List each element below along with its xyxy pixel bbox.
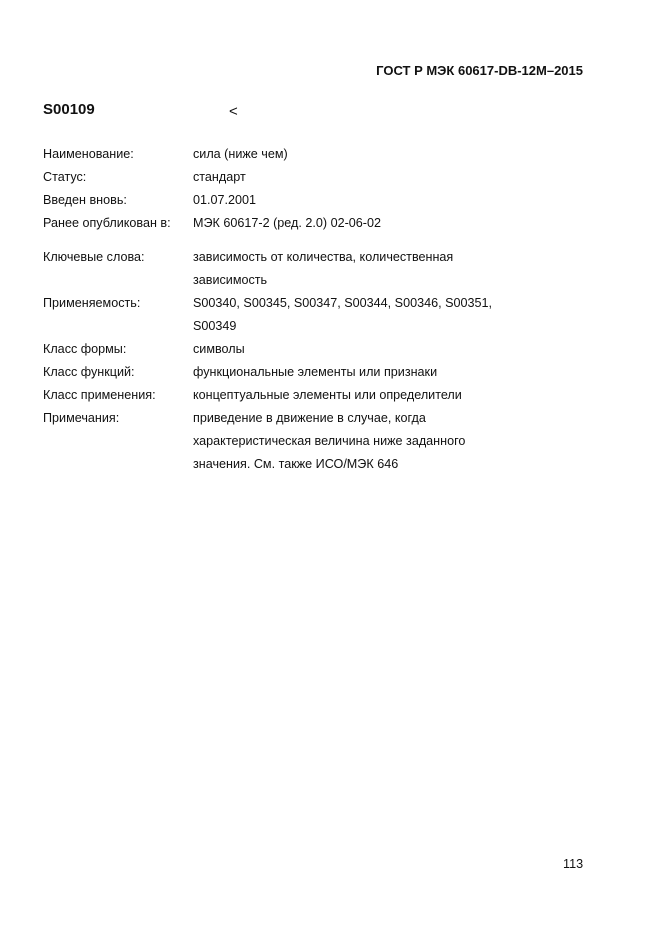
attribute-value <box>193 338 523 361</box>
attribute-row <box>43 246 523 292</box>
attribute-label: Класс применения: <box>43 388 156 402</box>
attribute-value-line: сила (ниже чем) <box>193 147 288 161</box>
attribute-row <box>43 384 523 407</box>
attribute-label: Наименование: <box>43 147 134 161</box>
attribute-label: Ключевые слова: <box>43 250 145 264</box>
attribute-value <box>193 212 523 235</box>
attribute-value <box>193 292 523 338</box>
attribute-value <box>193 189 523 212</box>
attribute-row <box>43 361 523 384</box>
document-standard-header: ГОСТ Р МЭК 60617-DB-12M–2015 <box>376 63 583 78</box>
attribute-row <box>43 292 523 338</box>
attribute-value-line: значения. См. также ИСО/МЭК 646 <box>193 457 399 471</box>
symbol-code: S00109 <box>43 101 95 118</box>
attribute-value <box>193 407 523 476</box>
attribute-row <box>43 338 523 361</box>
attribute-value-line: характеристическая величина ниже заданного <box>193 434 466 448</box>
attribute-label: Введен вновь: <box>43 193 127 207</box>
attribute-value-line: зависимость от количества, количественная <box>193 250 454 264</box>
attribute-value <box>193 246 523 292</box>
attribute-label: Ранее опубликован в: <box>43 216 171 230</box>
attribute-label: Класс формы: <box>43 342 127 356</box>
attribute-row <box>43 212 523 235</box>
attribute-value-line: функциональные элементы или признаки <box>193 365 438 379</box>
attribute-label: Применяемость: <box>43 296 141 310</box>
attribute-value <box>193 166 523 189</box>
attribute-value-line: зависимость <box>193 273 268 287</box>
attribute-value-line: символы <box>193 342 245 356</box>
page-number: 113 <box>563 857 584 871</box>
attribute-value-line: приведение в движение в случае, когда <box>193 411 426 425</box>
attribute-row <box>43 189 523 212</box>
attribute-label: Класс функций: <box>43 365 135 379</box>
attribute-value-line: 01.07.2001 <box>193 193 257 207</box>
symbol-graphic: < <box>229 103 238 120</box>
attribute-row <box>43 407 523 476</box>
attribute-value <box>193 361 523 384</box>
attribute-value <box>193 384 523 407</box>
attribute-label: Статус: <box>43 170 87 184</box>
attribute-row <box>43 166 523 189</box>
attribute-value <box>193 143 523 166</box>
attribute-value-line: стандарт <box>193 170 246 184</box>
attribute-value-line: S00340, S00345, S00347, S00344, S00346, S00351, <box>193 296 493 310</box>
attribute-value-line: МЭК 60617-2 (ред. 2.0) 02-06-02 <box>193 216 381 230</box>
attribute-label: Примечания: <box>43 411 120 425</box>
attribute-row <box>43 143 523 166</box>
attribute-value-line: концептуальные элементы или определители <box>193 388 462 402</box>
attribute-value-line: S00349 <box>193 319 237 333</box>
symbol-attributes-table <box>43 143 523 476</box>
